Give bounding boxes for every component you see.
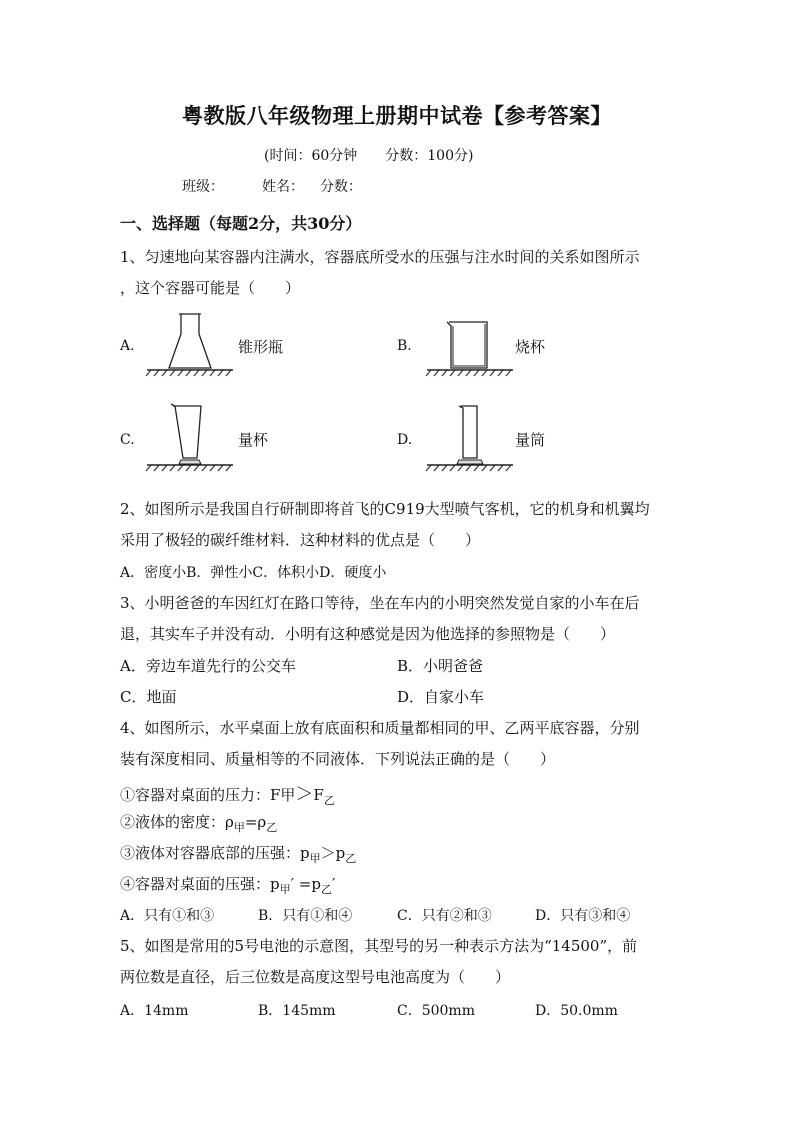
- q4-option-b: B．只有①和④: [258, 908, 353, 924]
- score-label: 分数：: [320, 179, 362, 195]
- exam-time-score: (时间：60分钟 分数：100分): [264, 148, 474, 164]
- q5-option-c: C．500mm: [397, 1003, 475, 1019]
- q1-option-b-letter: B.: [397, 338, 412, 354]
- q4-stem-line2: 装有深度相同、质量相等的不同液体．下列说法正确的是（ ）: [120, 750, 556, 768]
- q4-statement-3: ③液体对容器底部的压强：$p_甲>p_乙$: [120, 844, 357, 865]
- q5-option-d: D．50.0mm: [535, 1003, 618, 1019]
- q1-option-a-letter: A.: [120, 338, 135, 354]
- name-label: 姓名：: [262, 179, 304, 195]
- q3-option-c: C．地面: [120, 688, 177, 706]
- page-title: 粤教版八年级物理上册期中试卷【参考答案】: [182, 103, 612, 128]
- q4-stem-line1: 4、如图所示，水平桌面上放有底面积和质量都相同的甲、乙两平底容器，分别: [120, 719, 640, 737]
- q4-option-d: D．只有③和④: [535, 908, 631, 924]
- q5-stem-line2: 两位数是直径，后三位数是高度这型号电池高度为（ ）: [120, 968, 511, 986]
- section-heading: 一、选择题（每题2分，共30分）: [120, 214, 362, 233]
- q1-stem-line1: 1、匀速地向某容器内注满水，容器底所受水的压强与注水时间的关系如图所示: [120, 248, 640, 266]
- q4-statement-1: ①容器对桌面的压力：F甲$>F_乙$: [120, 784, 335, 807]
- q3-stem-line1: 3、小明爸爸的车因红灯在路口等待，坐在车内的小明突然发觉自家的小车在后: [120, 594, 640, 612]
- q1-option-d-label: 量筒: [515, 431, 546, 449]
- q3-stem-line2: 退，其实车子并没有动．小明有这种感觉是因为他选择的参照物是（ ）: [120, 625, 616, 643]
- q1-option-c-letter: C.: [120, 432, 135, 448]
- conical-flask-figure: [145, 310, 235, 380]
- q2-stem-line1: 2、如图所示是我国自行研制即将首飞的C919大型喷气客机，它的机身和机翼均: [120, 500, 650, 518]
- q3-option-d: D．自家小车: [397, 688, 485, 706]
- q5-option-a: A．14mm: [120, 1003, 189, 1019]
- q4-statement-4: ④容器对桌面的压强：$p_甲' =p_乙'$: [120, 875, 336, 896]
- q5-option-b: B．145mm: [258, 1003, 336, 1019]
- q3-option-b: B．小明爸爸: [397, 657, 484, 675]
- beaker-figure: [425, 310, 515, 380]
- q1-stem-line2: ，这个容器可能是（ ）: [120, 279, 301, 297]
- q1-option-b-label: 烧杯: [515, 338, 546, 356]
- q3-option-a: A．旁边车道先行的公交车: [120, 657, 296, 675]
- q4-option-a: A．只有①和③: [120, 908, 215, 924]
- class-label: 班级：: [182, 179, 224, 195]
- q5-stem-line1: 5、如图是常用的5号电池的示意图，其型号的另一种表示方法为“14500”，前: [120, 937, 638, 955]
- q2-options: A．密度小B．弹性小C．体积小D．硬度小: [120, 565, 387, 581]
- graduated-cylinder-figure: [425, 400, 515, 475]
- q1-option-d-letter: D.: [397, 432, 413, 448]
- measuring-cup-figure: [145, 400, 235, 475]
- q2-stem-line2: 采用了极轻的碳纤维材料．这种材料的优点是（ ）: [120, 531, 481, 549]
- q1-option-c-label: 量杯: [238, 431, 269, 449]
- q4-statement-2: ②液体的密度：$\rho_甲=\rho_乙$: [120, 813, 278, 834]
- q4-option-c: C．只有②和③: [397, 908, 492, 924]
- q1-option-a-label: 锥形瓶: [238, 338, 284, 356]
